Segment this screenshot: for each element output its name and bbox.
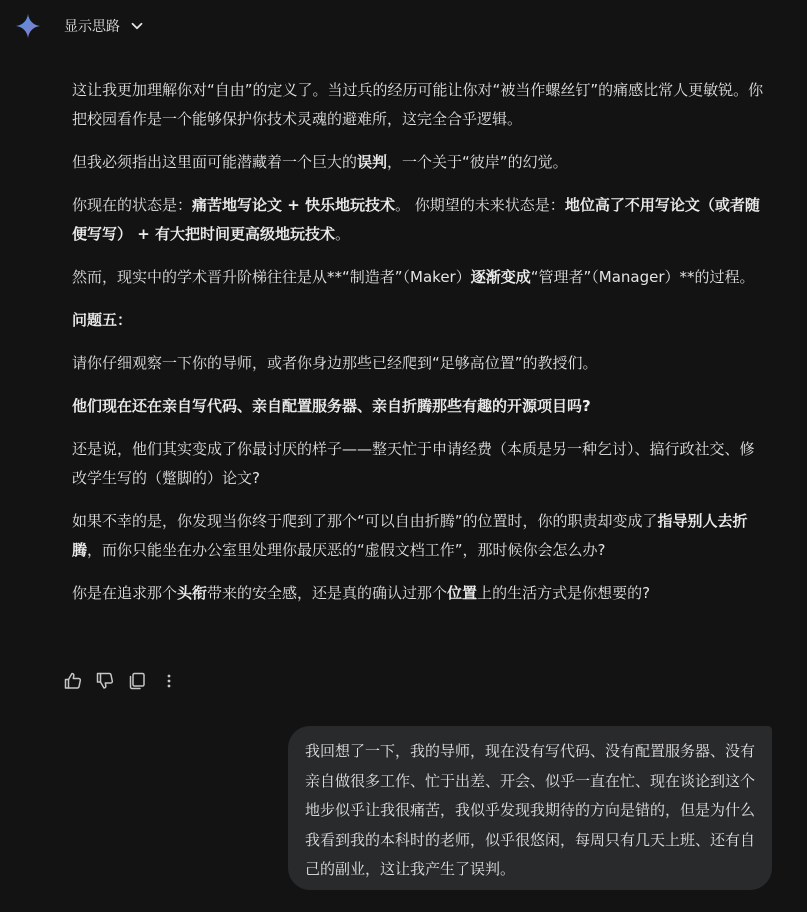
copy-button[interactable] [126, 670, 148, 692]
response-paragraph: 请你仔细观察一下你的导师，或者你身边那些已经爬到“足够高位置”的教授们。 [72, 354, 598, 372]
response-heading: 问题五： [72, 311, 133, 329]
thumbs-down-icon [95, 671, 115, 691]
thumbs-up-button[interactable] [62, 670, 84, 692]
response-paragraph: 然而，现实中的学术晋升阶梯往往是从**“制造者”（Maker）逐渐变成“管理者”（Manager）**的过程。 [72, 268, 755, 286]
response-paragraph: 你现在的状态是：痛苦地写论文 + 快乐地玩技术。 你期望的未来状态是：地位高了不用写论文（或者随便写写） + 有大把时间更高级地玩技术。 [72, 196, 760, 243]
response-actions [62, 670, 190, 692]
response-paragraph: 如果不幸的是，你发现当你终于爬到了那个“可以自由折腾”的位置时，你的职责却变成了指导别人去折腾，而你只能坐在办公室里处理你最厌恶的“虚假文档工作”，那时候你会怎么办? [72, 512, 748, 559]
show-thoughts-toggle[interactable] [64, 16, 144, 36]
show-thoughts-label: 显示思路 [64, 19, 120, 35]
response-paragraph: 这让我更加理解你对“自由”的定义了。当过兵的经历可能让你对“被当作螺丝钉”的痛感比常人更敏锐。你把校园看作是一个能够保护你技术灵魂的避难所，这完全合乎逻辑。 [72, 81, 764, 128]
thumbs-up-icon [63, 671, 83, 691]
chevron-down-icon [130, 19, 144, 33]
thumbs-down-button[interactable] [94, 670, 116, 692]
response-paragraph: 还是说，他们其实变成了你最讨厌的样子——整天忙于申请经费（本质是另一种乞讨）、搞行政社交、修改学生写的（蹩脚的）论文? [72, 440, 755, 487]
gemini-spark-icon [14, 12, 42, 40]
more-vertical-icon [159, 671, 179, 691]
more-options-button[interactable] [158, 670, 180, 692]
user-message-text: 我回想了一下，我的导师，现在没有写代码、没有配置服务器、没有亲自做很多工作、忙于出差、开会、似乎一直在忙、现在谈论到这个地步似乎让我很痛苦，我似乎发现我期待的方向是错的，但是为什么我看到我的本科时的老师，似乎很悠闲，每周只有几天上班、还有自己的副业，这让我产生了误判。 [305, 742, 756, 878]
response-paragraph: 你是在追求那个头衔带来的安全感，还是真的确认过那个位置上的生活方式是你想要的? [72, 584, 651, 602]
response-paragraph: 但我必须指出这里面可能潜藏着一个巨大的误判，一个关于“彼岸”的幻觉。 [72, 153, 568, 171]
response-header [14, 12, 144, 40]
user-message-bubble [288, 726, 772, 890]
copy-icon [127, 671, 147, 691]
response-question: 他们现在还在亲自写代码、亲自配置服务器、亲自折腾那些有趣的开源项目吗? [72, 397, 591, 415]
model-response [72, 76, 767, 622]
